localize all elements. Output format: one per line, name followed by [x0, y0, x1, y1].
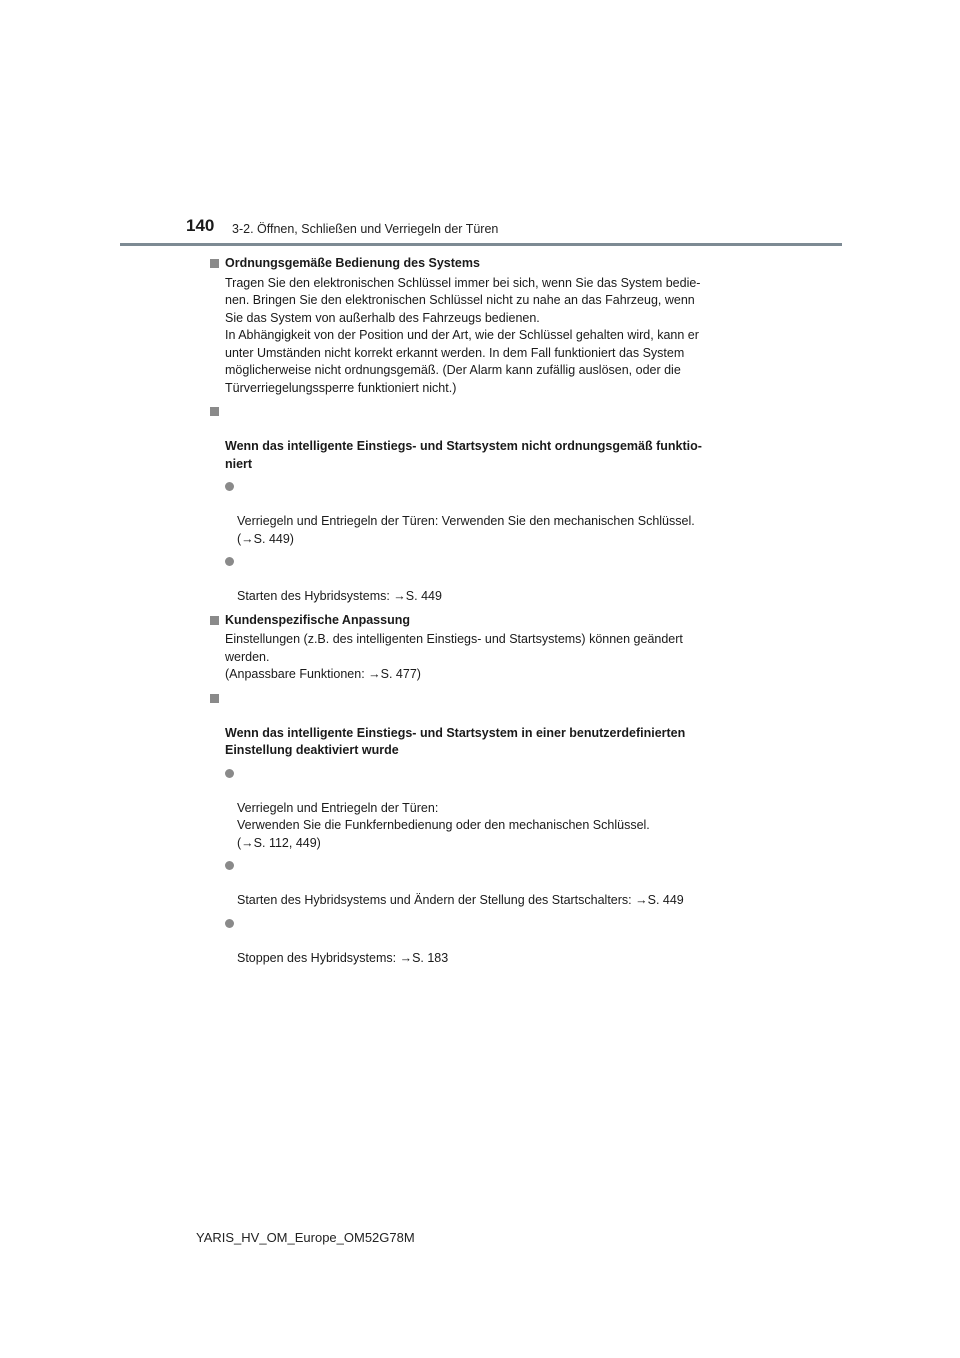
list-item-text: Starten des Hybridsystems und Ändern der Stellung des Startschalters: →S. 449: [237, 893, 684, 907]
paragraph-proper-operation: Tragen Sie den elektronischen Schlüssel immer bei sich, wenn Sie das System bedie- nen. Bringen Sie den elektronischen Schlüssel nicht zu nahe an das Fahrzeug, wenn Sie das System von außerhalb des Fahrzeugs bedienen. In Abhängigkeit von der Position und der Art, wie der Schlüssel gehalten wird, kann er unter Umständen nicht korrekt erkannt werden. In dem Fall funktioniert das System möglicherweise nicht ordnungsgemäß. (Der Alarm kann zufällig auslösen, oder die Türverriegelungssperre funktioniert nicht.): [225, 275, 701, 395]
circle-bullet-icon: [225, 769, 234, 778]
heading-customization: [210, 612, 750, 630]
list-item-text: Starten des Hybridsystems: →S. 449: [237, 589, 442, 603]
square-bullet-icon: [210, 616, 219, 625]
square-bullet-icon: [210, 694, 219, 703]
section-title: 3-2. Öffnen, Schließen und Verriegeln der Türen: [232, 222, 499, 236]
circle-bullet-icon: [225, 919, 234, 928]
page-number: 140: [186, 216, 215, 235]
heading-proper-operation: [210, 255, 750, 273]
heading-deactivated: [210, 690, 750, 760]
list-item: [210, 765, 750, 853]
header-rule: [120, 243, 842, 246]
list-item-text: Stoppen des Hybridsystems: →S. 183: [237, 950, 449, 965]
square-bullet-icon: [210, 259, 219, 268]
paragraph-customization: Einstellungen (z.B. des intelligenten Einstiegs- und Startsystems) können geändert werden. (Anpassbare Funktionen: →S. 477): [225, 632, 683, 681]
circle-bullet-icon: [225, 482, 234, 491]
list-item-text: Verriegeln und Entriegeln der Türen: Verwenden Sie die Funkfernbedienung oder den mechanischen Schlüssel. (→S. 112, 449): [237, 800, 650, 850]
heading-malfunction: [210, 403, 750, 473]
list-item: [210, 915, 750, 968]
heading-text: Wenn das intelligente Einstiegs- und Startsystem in einer benutzerdefinierten Einstellung deaktiviert wurde: [225, 725, 686, 757]
footer-document-id: YARIS_HV_OM_Europe_OM52G78M: [196, 1230, 415, 1245]
heading-text: Kundenspezifische Anpassung: [225, 612, 410, 627]
list-item-text: Verriegeln und Entriegeln der Türen: Verwenden Sie den mechanischen Schlüssel. (→S. 449): [237, 514, 695, 546]
list-item: [210, 478, 750, 548]
circle-bullet-icon: [225, 861, 234, 870]
list-item: [210, 857, 750, 910]
list-item: [210, 553, 750, 606]
square-bullet-icon: [210, 407, 219, 416]
circle-bullet-icon: [225, 557, 234, 566]
main-content: [210, 255, 750, 967]
heading-text: Wenn das intelligente Einstiegs- und Startsystem nicht ordnungsgemäß funktio- niert: [225, 439, 702, 471]
heading-text: Ordnungsgemäße Bedienung des Systems: [225, 256, 480, 270]
